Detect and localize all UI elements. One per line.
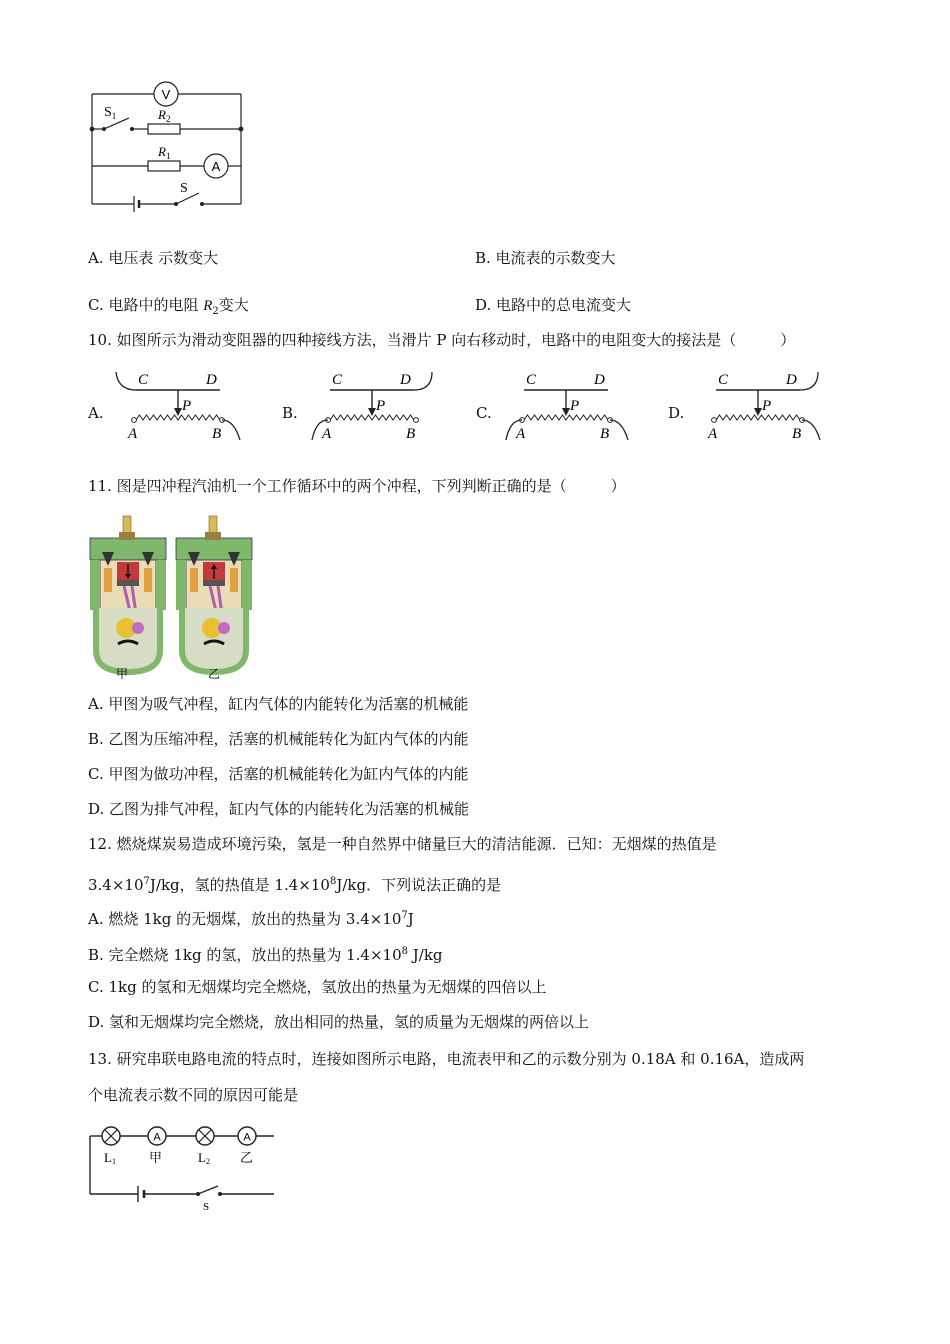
engine-diagram	[86, 510, 266, 680]
voltmeter-label: V	[161, 87, 171, 102]
q13-stem-line1: 13. 研究串联电路电流的特点时，连接如图所示电路，电流表甲和乙的示数分别为 0.18A 和 0.16A，造成两	[88, 1050, 805, 1068]
q10-option-a[interactable]: A.	[88, 404, 104, 422]
q12-stem-b: J/kg，氢的热值是 1.4×10	[149, 876, 330, 894]
q12-stem-line2	[88, 872, 501, 895]
label-b: B	[406, 426, 416, 442]
q9-option-c-post: 变大	[218, 296, 249, 314]
q12-option-b-unit: J/kg	[408, 946, 443, 964]
q11-stem-text: 11. 图是四冲程汽油机一个工作循环中的两个冲程，下列判断正确的是（	[88, 477, 567, 495]
label-d: D	[786, 372, 797, 388]
q10-stem	[88, 330, 795, 350]
q12-option-a-text: A. 燃烧 1kg 的无烟煤，放出的热量为 3.4×10	[88, 910, 402, 928]
ammeter-yi-glyph: A	[243, 1131, 251, 1144]
label-c: C	[718, 372, 729, 388]
slider-arrow	[562, 408, 570, 416]
label-d: D	[206, 372, 217, 388]
r1-label: $R_1$	[158, 144, 171, 161]
q12-option-a-exp: 7	[401, 910, 408, 921]
q12-stem-exp2: 8	[329, 876, 337, 887]
r2-label: $R_2$	[158, 107, 171, 124]
q11-stem	[88, 476, 626, 496]
q11-stem-end: ）	[610, 477, 626, 495]
label-c: C	[526, 372, 537, 388]
lead-b	[610, 420, 628, 440]
slider-arrow	[368, 408, 376, 416]
q11-option-c[interactable]: C. 甲图为做功冲程，活塞的机械能转化为缸内气体的内能	[88, 765, 469, 783]
q9-option-a[interactable]: A. 电压表 示数变大	[88, 249, 219, 267]
ammeter-jia-glyph: A	[153, 1131, 161, 1144]
yi-label: 乙	[240, 1151, 254, 1166]
q9-option-c-text: C. 电路中的电阻	[88, 296, 204, 314]
q9-option-b[interactable]: B. 电流表的示数变大	[475, 249, 616, 267]
lamp-l1-symbol	[102, 1127, 120, 1145]
switch-s-label: S	[203, 1201, 210, 1213]
rheostat-figure-b	[302, 364, 442, 444]
terminal-b	[414, 418, 419, 423]
engine-jia	[90, 516, 166, 672]
label-p: P	[762, 398, 772, 414]
q12-option-b-text: B. 完全燃烧 1kg 的氢，放出的热量为 1.4×10	[88, 946, 402, 964]
s1-label: $S_1$	[104, 105, 117, 121]
q12-option-a[interactable]	[88, 906, 414, 929]
jia-label: 甲	[149, 1151, 163, 1166]
slider-arrow	[174, 408, 182, 416]
q11-option-b[interactable]: B. 乙图为压缩冲程，活塞的机械能转化为缸内气体的内能	[88, 730, 469, 748]
q10-stem-text: 10. 如图所示为滑动变阻器的四种接线方法，当滑片 P 向右移动时，电路中的电阻变大的接法是（	[88, 331, 737, 349]
label-a: A	[708, 426, 718, 442]
q12-stem-line1: 12. 燃烧煤炭易造成环境污染，氢是一种自然界中储量巨大的清洁能源．已知：无烟煤的热值是	[88, 835, 717, 853]
q10-option-b[interactable]: B.	[282, 404, 298, 422]
label-a: A	[322, 426, 332, 442]
q9-option-c-r: R	[203, 298, 213, 314]
ammeter-label: A	[211, 159, 221, 174]
q12-stem-a: 3.4×10	[88, 876, 144, 894]
l1-label: L1	[104, 1150, 116, 1166]
label-a: A	[128, 426, 138, 442]
q12-option-b[interactable]	[88, 942, 443, 965]
q12-stem-c: J/kg．下列说法正确的是	[336, 876, 502, 894]
slider-arrow	[754, 408, 762, 416]
lead-c	[116, 372, 136, 390]
q11-option-d[interactable]: D. 乙图为排气冲程，缸内气体的内能转化为活塞的机械能	[88, 800, 470, 818]
q9-option-c-sub: 2	[212, 306, 219, 317]
q13-series-circuit	[86, 1122, 278, 1214]
q12-stem-exp1: 7	[143, 876, 150, 887]
q12-option-b-exp: 8	[401, 946, 408, 957]
terminal-a	[132, 418, 137, 423]
label-d: D	[594, 372, 605, 388]
label-c: C	[138, 372, 149, 388]
q10-option-c[interactable]: C.	[476, 404, 492, 422]
q10-option-d[interactable]: D.	[668, 404, 685, 422]
q12-option-d[interactable]: D. 氢和无烟煤均完全燃烧，放出相同的热量，氢的质量为无烟煤的两倍以上	[88, 1013, 590, 1031]
label-d: D	[400, 372, 411, 388]
q12-option-a-unit: J	[407, 910, 414, 928]
label-b: B	[792, 426, 802, 442]
rheostat-figure-c	[496, 364, 636, 444]
lead-d	[800, 372, 818, 390]
lead-d	[414, 372, 432, 390]
q9-circuit-diagram	[84, 78, 249, 213]
lamp-l2-symbol	[196, 1127, 214, 1145]
q13-stem-line2: 个电流表示数不同的原因可能是	[88, 1086, 299, 1104]
rheostat-figure-a	[108, 364, 248, 444]
s-label: S	[180, 181, 188, 196]
label-p: P	[182, 398, 192, 414]
engine-label-jia: 甲	[116, 667, 129, 680]
label-b: B	[600, 426, 610, 442]
q9-option-d[interactable]: D. 电路中的总电流变大	[475, 296, 632, 314]
terminal-a	[712, 418, 717, 423]
q12-option-c[interactable]: C. 1kg 的氢和无烟煤均完全燃烧，氢放出的热量为无烟煤的四倍以上	[88, 978, 547, 996]
lead-b	[802, 420, 820, 440]
q10-stem-end: ）	[780, 331, 796, 349]
l2-label: L2	[198, 1150, 210, 1166]
q11-option-a[interactable]: A. 甲图为吸气冲程，缸内气体的内能转化为活塞的机械能	[88, 695, 469, 713]
q9-option-c[interactable]	[88, 295, 249, 322]
label-b: B	[212, 426, 222, 442]
label-c: C	[332, 372, 343, 388]
engine-label-yi: 乙	[208, 667, 221, 680]
rheostat-figure-d	[688, 364, 828, 444]
label-a: A	[516, 426, 526, 442]
label-p: P	[376, 398, 386, 414]
lead-b	[222, 420, 240, 440]
label-p: P	[570, 398, 580, 414]
